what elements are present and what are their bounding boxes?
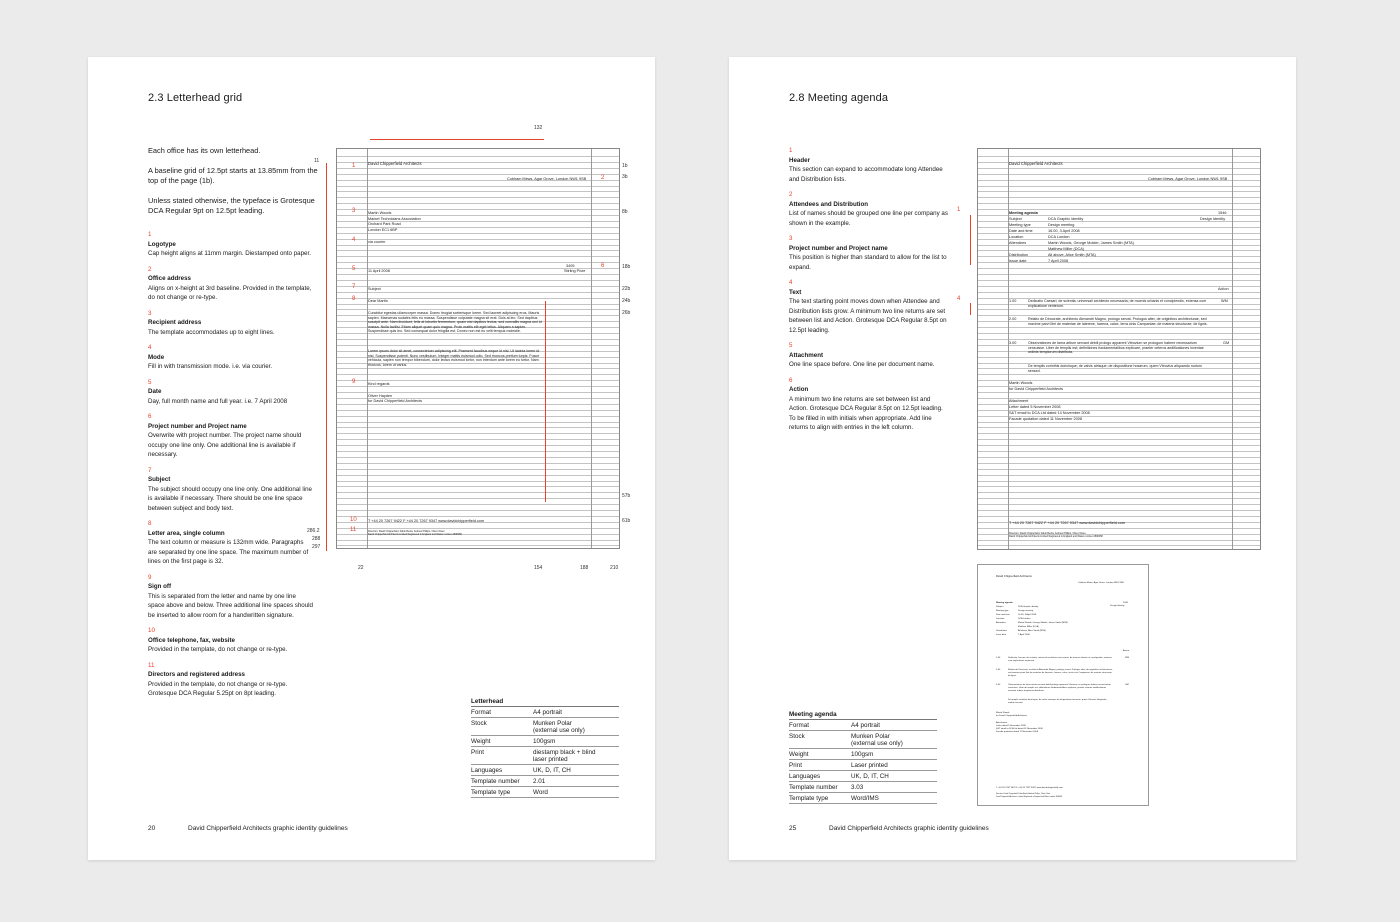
thumb-field: Martin Woods, George Molder, James Smith (MTA) [1018, 622, 1068, 624]
recipient-line: Market Technicians Association [368, 216, 421, 221]
note-item: 11 Directors and registered address Provided in the template, do not change or re-type. Grotesque DCA Regular 5.25pt on 8pt leading. [148, 661, 288, 697]
baseline-rule [978, 445, 1260, 446]
baseline-rule [337, 256, 619, 257]
baseline-rule [978, 463, 1260, 464]
baseline-rule [337, 445, 619, 446]
baseline-rule [337, 203, 619, 204]
thumb-project-number: 1546 [1123, 602, 1128, 604]
baseline-rule [978, 209, 1260, 210]
right-page [729, 57, 1296, 860]
note-item: 1 Logotype Cap height aligns at 11mm margin. Diestamped onto paper. [148, 231, 311, 257]
page-number: 25 [789, 825, 797, 832]
baseline-rule [337, 498, 619, 499]
baseline-label: 26b [622, 310, 631, 316]
baseline-rule [337, 439, 619, 440]
thumb-directors: Directors: David Chipperfield, Fabio Benfa, Andrew Phillips, Oliver Olsen [996, 793, 1051, 795]
baseline-rule [978, 191, 1260, 192]
field-label: Distribution [1009, 253, 1028, 257]
baseline-rule [337, 186, 619, 187]
field-value: Martin Woods, George Molder, James Smith (MTA) [1048, 241, 1134, 245]
bottom-dimension: 154 [534, 565, 543, 571]
baseline-rule [978, 510, 1260, 511]
thumb-field: Meeting type [996, 610, 1009, 612]
baseline-rule [978, 363, 1260, 364]
office-address: Cobham Mews, Agar Grove, London NW1 9SB [1148, 177, 1228, 181]
baseline-rule [337, 433, 619, 434]
baseline-rule [978, 250, 1260, 251]
baseline-rule [337, 368, 619, 369]
body-paragraph: Lorem ipsum dolor sit amet, consectetuer adipiscing elit. Praesent faucibus neque id nisl. Ut lacinia lorem id nisl. Suspendisse potenti. Nunc vestibulum. Integer mattis euismod odio. Sed rhoncus pretium turpis. Fusce vehicula, sapien non tempor bibendum, dolor lectus euismod tortor, non interdum ante lorem eu tortor. Nam rhoncus, lorem ut varius. [368, 349, 540, 367]
side-dimension: 286.2 [307, 528, 320, 534]
baseline-rule [978, 168, 1260, 169]
agenda-title: Meeting agenda [1009, 211, 1038, 215]
thumb-field: Distribution [996, 630, 1007, 632]
left-dimension: 11 [314, 158, 320, 164]
baseline-rule [337, 280, 619, 281]
intro-line: Each office has its own letterhead. [148, 146, 261, 155]
office-address: Cobham Mews, Agar Grove, London NW1 9SB [507, 177, 587, 181]
baseline-rule [978, 357, 1260, 358]
baseline-rule [978, 545, 1260, 546]
intro-text [148, 146, 318, 226]
top-dimension-line [370, 139, 544, 140]
field-value: Design meeting [1048, 223, 1075, 227]
thumb-office: Cobham Mews, Agar Grove, London NW1 9SB [1078, 582, 1124, 584]
baseline-rule [978, 486, 1260, 487]
note-item: 10 Office telephone, fax, website Provided in the template, do not change or re-type. [148, 627, 288, 653]
marker: 11 [350, 527, 357, 533]
spec-row: Stock Munken Polar (external use only) [471, 718, 619, 736]
baseline-rule [337, 545, 619, 546]
field-label: Date and time [1009, 229, 1033, 233]
spec-row: Weight 100gsm [789, 749, 937, 760]
directors-line: Directors: David Chipperfield, Fabio Benfa, Andrew Phillips, Oliver Olsen [368, 530, 445, 533]
baseline-rule [978, 197, 1260, 198]
item-number: 2.00 [1009, 317, 1017, 321]
baseline-rule [337, 191, 619, 192]
baseline-rule [337, 469, 619, 470]
thumb-field: DCA Graphic identity [1018, 606, 1039, 608]
baseline-rule [978, 280, 1260, 281]
baseline-rule [337, 156, 619, 157]
margin-line [1232, 149, 1233, 549]
marker: 1 [957, 207, 961, 213]
baseline-rule [978, 339, 1260, 340]
baseline-rule [978, 439, 1260, 440]
thumb-attachment: Letter dated 5 November 2008 [996, 725, 1026, 727]
baseline-rule [978, 481, 1260, 482]
spec-row: Template number 2.01 [471, 776, 619, 787]
footer-title: David Chipperfield Architects graphic identity guidelines [188, 825, 348, 832]
baseline-rule [978, 392, 1260, 393]
mode-text: via courier [368, 240, 386, 244]
project-number: 3405 [566, 264, 575, 268]
thumb-field: Attendees [996, 622, 1006, 624]
marker: 5 [352, 266, 356, 272]
note-item: 5 Date Day, full month name and full year. i.e. 7 April 2008 [148, 378, 288, 405]
baseline-rule [978, 374, 1260, 375]
baseline-rule [337, 463, 619, 464]
baseline-rule [978, 504, 1260, 505]
footer-title: David Chipperfield Architects graphic identity guidelines [829, 825, 989, 832]
marker: 7 [352, 284, 356, 290]
baseline-label: 3b [622, 174, 628, 180]
spec-title: Meeting agenda [789, 711, 937, 720]
thumb-project-name: Design Identity [1110, 605, 1125, 607]
baseline-rule [337, 416, 619, 417]
baseline-rule [337, 339, 619, 340]
baseline-rule [337, 504, 619, 505]
salutation-text: Dear Martin [368, 299, 388, 303]
recipient-line: Martin Woods [368, 211, 392, 215]
spec-table [471, 698, 619, 798]
note-item: 2 Attendees and Distribution List of names should be grouped one line per company as shown in the example. [789, 191, 948, 227]
spec-row: Format A4 portrait [471, 707, 619, 718]
thumb-item-number: 1.00 [996, 657, 1001, 659]
thumb-field: Matthew Miller (DCA) [1018, 626, 1039, 628]
baseline-rule [337, 475, 619, 476]
field-label: Subject [1009, 217, 1022, 221]
left-page [88, 57, 655, 860]
body-paragraph: Curabitur egestas ullamcorper massa. Donec feugiat scelerisque lorem. Sed laoreet adipiscing eros. Mauris sapien. Maecenas sodales felis eu massa. Suspendisse vulputate magna sit erat. Duis at leo. Sed dapibus suscipit ante. Nam tincidunt, felis at lobortis fermentum, quam nisi dapibus lectus, sed convallis magna orci id massa. Nulla facilisi. Etiam aliquet quam quis magna. Proin mattis elit eget tellus. Aliquam a sapien. Suspendisse quis leo. Sed consequat dolor fringilla est. Donec non est eu velit tempus molestie. [368, 311, 542, 334]
spec-row: Print Laser printed [789, 760, 937, 771]
note-item: 9 Sign off This is separated from the letter and name by one line space above and below. Three additional line spaces should be inserted to allow room for a handwritten signature. [148, 573, 314, 619]
item-text: Observationes de fama artium servant debili prologo apparent Vitruvium se prologum habere necessarium censuisse. Liber de templis est; definitiones fundamentalibus explicare, praeter ceteros aedificationes inventae ordinis templorum distributa. [1028, 341, 1204, 355]
logo-text: David Chipperfield Architects [1009, 161, 1063, 166]
baseline-rule [978, 433, 1260, 434]
note-item: 7 Subject The subject should occupy one line only. One additional line is available if necessary. There should be one line space between subject and body text. [148, 466, 312, 512]
spec-row: Languages UK, D, IT, CH [471, 765, 619, 776]
baseline-rule [337, 510, 619, 511]
baseline-rule [337, 250, 619, 251]
baseline-rule [337, 422, 619, 423]
registered-line: David Chipperfield Architects Limited Registered in England and Wales number 2808458 [368, 533, 462, 536]
baseline-rule [978, 475, 1260, 476]
marker: 3 [352, 208, 356, 214]
marker: 2 [601, 175, 605, 181]
recipient-line: London EC1 6BP [368, 227, 398, 232]
thumb-company: for David Chipperfield Architects [996, 715, 1028, 717]
baseline-rule [978, 186, 1260, 187]
baseline-rule [978, 156, 1260, 157]
spec-row: Template number 3.03 [789, 782, 937, 793]
marker: 1 [352, 163, 356, 169]
baseline-rule [978, 492, 1260, 493]
baseline-rule [978, 333, 1260, 334]
thumb-field: Design meeting [1018, 610, 1034, 612]
thumb-item-action: GM [1125, 684, 1129, 686]
thumb-attachment: S&T email to DCA Ltd dated 14 November 2008 [996, 728, 1043, 730]
thumb-attachment: Facade quotation dated 11 November 2008 [996, 731, 1039, 733]
marker: 10 [350, 517, 357, 523]
spec-title: Letterhead [471, 698, 619, 707]
note-item: 3 Project number and Project name This position is higher than standard to allow for the list to expand. [789, 235, 947, 271]
bottom-dimension: 22 [358, 565, 364, 571]
baseline-rule [978, 498, 1260, 499]
baseline-rule [337, 516, 619, 517]
spec-row: Print diestamp black + blind laser printed [471, 747, 619, 765]
note-item: 2 Office address Aligns on x-height at 3rd baseline. Provided in the template, do not change or re-type. [148, 265, 312, 301]
field-value: All above, Alice Smith (MTA) [1048, 253, 1096, 257]
project-name: Design Identity [1200, 217, 1226, 221]
baseline-rule [337, 492, 619, 493]
baseline-rule [978, 309, 1260, 310]
spec-table [789, 711, 937, 804]
baseline-rule [337, 174, 619, 175]
baseline-rule [978, 516, 1260, 517]
project-name: Stirling Prize [564, 269, 586, 273]
baseline-rule [337, 481, 619, 482]
baseline-rule [337, 345, 619, 346]
letterhead-grid [336, 148, 620, 549]
thumb-action: Action [1123, 650, 1130, 652]
thumb-item-action: WM [1125, 657, 1129, 659]
spec-row: Stock Munken Polar (external use only) [789, 731, 937, 749]
field-label: Meeting type [1009, 223, 1031, 227]
intro-line: A baseline grid of 12.5pt starts at 13.85mm from the top of the page (1b). [148, 165, 318, 185]
baseline-label: 24b [622, 298, 631, 304]
spec-row: Template type Word/IMS [789, 793, 937, 804]
item-action: WM [1221, 299, 1228, 303]
baseline-rule [978, 268, 1260, 269]
bottom-dimension: 188 [580, 565, 589, 571]
baseline-rule [337, 374, 619, 375]
page-heading: 2.8 Meeting agenda [789, 92, 889, 104]
baseline-label: 22b [622, 286, 631, 292]
thumb-field: Date and time [996, 614, 1010, 616]
marker: 8 [352, 296, 356, 302]
item-number: 1.00 [1009, 299, 1017, 303]
baseline-rule [978, 203, 1260, 204]
contact-line: T +44 20 7267 9422 F +44 20 7267 9347 www.davidchipperfield.com [368, 519, 485, 523]
attachment-item: Letter dated 5 November 2008 [1009, 405, 1061, 409]
date-text: 11 April 2008 [368, 269, 390, 273]
agenda-grid [977, 148, 1261, 550]
contact-line: T +44 20 7267 9422 F +44 20 7267 9347 www.davidchipperfield.com [1009, 521, 1126, 525]
baseline-rule [337, 380, 619, 381]
baseline-label: 57b [622, 493, 631, 499]
marker: 9 [352, 379, 356, 385]
baseline-rule [337, 233, 619, 234]
thumb-attachment-label: Attachment [996, 722, 1008, 724]
baseline-rule [337, 457, 619, 458]
baseline-rule [978, 528, 1260, 529]
spec-row: Template type Word [471, 787, 619, 798]
baseline-rule [337, 168, 619, 169]
notes-list [789, 146, 949, 439]
note-item: 6 Action A minimum two line returns are set between list and Action. Grotesque DCA Regular 8.5pt on 12.5pt leading. To be filled in with initials when appropriate. Add line returns to align with entries in the left column. [789, 376, 943, 431]
baseline-rule [978, 469, 1260, 470]
baseline-rule [337, 274, 619, 275]
field-value: DCA London [1048, 235, 1070, 239]
thumb-field: All above, Alice Smith (MTA) [1018, 630, 1046, 632]
bottom-dimension: 210 [610, 565, 619, 571]
thumb-field: Location [996, 618, 1005, 620]
notes-list [148, 230, 313, 705]
marker: 4 [352, 237, 356, 243]
side-dimension: 297 [312, 544, 321, 550]
baseline-rule [337, 309, 619, 310]
attachment-label: Attachment [1009, 399, 1029, 403]
attachment-item: S&T email to DCA Ltd dated 14 November 2008 [1009, 411, 1090, 415]
baseline-rule [978, 327, 1260, 328]
field-value: 7 April 2008 [1048, 259, 1069, 263]
thumb-field: 16.00, 3 April 2008 [1018, 614, 1037, 616]
directors-line: Directors: David Chipperfield, Fabio Benfa, Andrew Phillips, Oliver Olsen [1009, 532, 1086, 535]
thumb-item-number: 2.00 [996, 669, 1001, 671]
spec-row: Languages UK, D, IT, CH [789, 771, 937, 782]
thumb-contact: T +44 20 7267 9422 F +44 20 7267 9347 www.davidchipperfield.com [996, 787, 1063, 789]
note-item: 4 Text The text starting point moves down when Attendee and Distribution lists grow. A minimum two line returns are set between list and Action. Grotesque DCA Regular 8.5pt on 12.5pt leading. [789, 279, 947, 334]
item-number: 3.00 [1009, 341, 1017, 345]
baseline-rule [337, 528, 619, 529]
signoff-text: Kind regards [368, 382, 390, 386]
note-item: 5 Attachment One line space before. One line per document name. [789, 342, 935, 368]
side-dimension: 288 [312, 536, 321, 542]
margin-line [1008, 149, 1009, 549]
baseline-rule [978, 457, 1260, 458]
baseline-label: 18b [622, 264, 631, 270]
item-text: Relatio de Dinocrate, architecto Alexandri Magno, prologo servat. Prologus alter, de originibus architecturae, sed maxime parvi libri de materiae de laterene, harena, calce, terra cinis Campaniae; de materia structurae; de lignis. [1028, 317, 1208, 326]
thumb-item-text: Observationes de fama artium servant debili prologo apparent Vitruvium se prologum habere necessarium censuisse. Liber de templis est; definitiones fundamentalibus explicare, praeter ceteros aedificationes inventae ordinis templorum distributa. [1008, 684, 1111, 692]
thumb-field: 7 April 2008 [1018, 634, 1030, 636]
agenda-thumbnail [977, 564, 1149, 806]
baseline-label: 61b [622, 518, 631, 524]
thumb-item-number: 3.00 [996, 684, 1001, 686]
bracket-line [970, 215, 971, 265]
item-action: GM [1223, 341, 1230, 345]
margin-line [591, 149, 592, 548]
thumb-field: Issue date [996, 634, 1007, 636]
baseline-rule [337, 404, 619, 405]
baseline-rule [337, 262, 619, 263]
intro-line: Unless stated otherwise, the typeface is Grotesque DCA Regular 9pt on 12.5pt leading. [148, 195, 315, 215]
recipient-line: Orchard Park Road [368, 222, 401, 226]
thumb-title: Meeting agenda [996, 602, 1013, 604]
field-label: Issue date [1009, 259, 1027, 263]
item-text: De templis corinthis doricisque; de valvis atrisque; de dispositione hosarum, quem Vitruvius aliquando nudum sensed. [1028, 364, 1202, 373]
baseline-rule [978, 174, 1260, 175]
registered-line: David Chipperfield Architects Limited Registered in England and Wales number 2808458 [1009, 535, 1103, 538]
marker: 6 [601, 263, 605, 269]
marker: 4 [957, 296, 961, 302]
thumb-item-text: De templis corinthis doricisque; de valvis atrisque; de dispositione hosarum, quem Vitruvius aliquando nudum sensed. [1008, 699, 1107, 704]
top-dimension: 132 [534, 125, 543, 131]
sender-name: Martin Woods [1009, 381, 1033, 385]
field-label: Location [1009, 235, 1024, 239]
baseline-rule [337, 427, 619, 428]
sender-company: for David Chipperfield Architects [1009, 387, 1064, 391]
thumb-logo: David Chipperfield Architects [996, 574, 1032, 578]
field-value: DCA Graphic identity [1048, 217, 1084, 221]
field-value: 16.00, 3 April 2008 [1048, 229, 1080, 233]
attachment-item: Facade quotation dated 11 November 2008 [1009, 417, 1082, 421]
left-dimension-line [326, 163, 327, 551]
baseline-rule [337, 209, 619, 210]
thumb-registered: David Chipperfield Architects Limited Registered in England and Wales number 2808458 [996, 795, 1063, 798]
note-item: 6 Project number and Project name Overwrite with project number. The project name should occupy one line only. One additional line is available if necessary. [148, 413, 302, 458]
project-number: 1546 [1218, 211, 1227, 215]
page-heading: 2.3 Letterhead grid [148, 92, 243, 104]
baseline-rule [337, 197, 619, 198]
sender-name: Oliver Hayden [368, 394, 393, 398]
item-text: Dedicatio Caesari; de scientia; universali architecto necessaria; de moenis urbanis et conclpiendis, extensa cum explicatione venterum. [1028, 299, 1207, 308]
baseline-label: 8b [622, 209, 628, 215]
spec-row: Format A4 portrait [789, 720, 937, 731]
baseline-rule [337, 451, 619, 452]
subject-text: Subject [368, 287, 381, 291]
thumb-sender: Martin Woods [996, 712, 1010, 714]
sender-company: for David Chipperfield Architects [368, 399, 423, 403]
spec-row: Weight 100gsm [471, 736, 619, 747]
thumb-field: DCA London [1018, 618, 1031, 620]
baseline-rule [978, 315, 1260, 316]
field-label: Attendees [1009, 241, 1027, 245]
baseline-rule [337, 392, 619, 393]
baseline-rule [337, 410, 619, 411]
page-number: 20 [148, 825, 156, 832]
baseline-label: 1b [622, 163, 628, 169]
action-header: Action [1218, 287, 1229, 291]
baseline-rule [978, 274, 1260, 275]
baseline-rule [978, 451, 1260, 452]
baseline-rule [337, 540, 619, 541]
note-item: 4 Mode Fill in with transmission mode. i.e. via courier. [148, 344, 273, 370]
note-item: 8 Letter area, single column The text column or measure is 132mm wide. Paragraphs are separated by one line space. The maximum number of lines on the first page is 32. [148, 520, 309, 565]
field-value: Matthew Miller (DCA) [1048, 247, 1085, 251]
logo-text: David Chipperfield Architects [368, 161, 422, 166]
baseline-rule [978, 427, 1260, 428]
thumb-item-text: Relatio de Dinocrate, architecto Alexandri Magno, prologo servat. Prologus alter, de originibus architecturae, sed maxime parvi libri de materiae de laterene, harena, calce, terra cinis Campaniae; de materia structurae; de lignis. [1008, 669, 1113, 677]
note-item: 3 Recipient address The template accommodates up to eight lines. [148, 309, 275, 336]
bracket-line [970, 303, 971, 315]
thumb-field: Subject [996, 606, 1004, 608]
note-item: 1 Header This section can expand to accommodate long Attendee and Distribution lists. [789, 147, 943, 183]
baseline-rule [337, 486, 619, 487]
thumb-item-text: Dedicatio Caesari; de scientia; universali architecto necessaria; de moenis urbanis et conclpiendis, extensa cum explicatione venterum. [1008, 657, 1112, 662]
